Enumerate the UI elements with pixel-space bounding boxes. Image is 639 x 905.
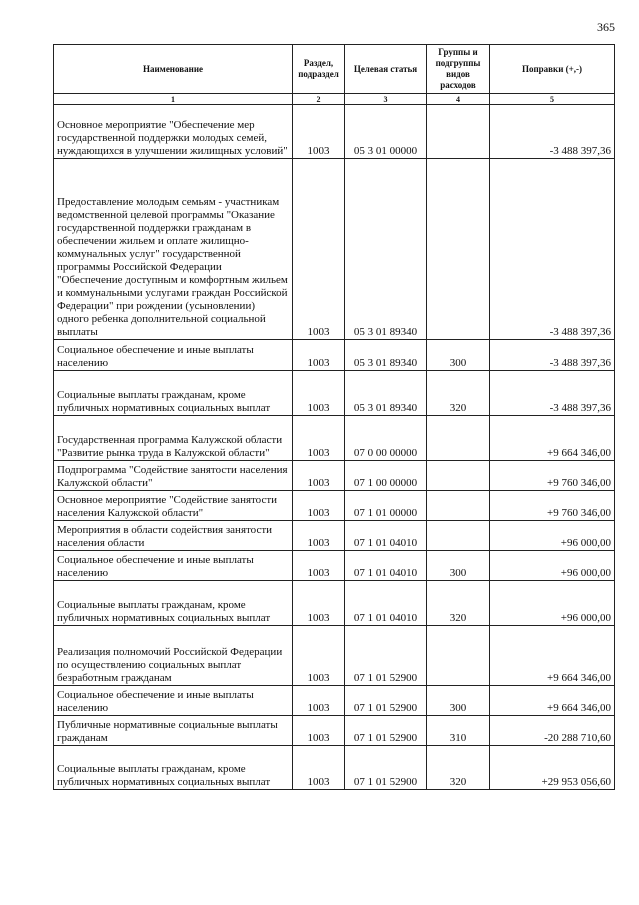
- column-number: 2: [293, 94, 345, 105]
- row-section: 1003: [293, 340, 345, 371]
- table-row: [54, 551, 615, 581]
- table-row: [54, 716, 615, 746]
- row-amount: +9 664 346,00: [490, 686, 615, 716]
- row-amount: -3 488 397,36: [490, 371, 615, 416]
- row-amount: +9 664 346,00: [490, 626, 615, 686]
- row-section: 1003: [293, 416, 345, 461]
- row-name: Предоставление молодым семьям - участникам ведомственной целевой программы "Оказание государственной поддержки гражданам в обеспечении жильем и оплате жилищно-коммунальных услуг" государственной программы Российской Федерации "Обеспечение доступным и комфортным жильем и коммунальными услугами граждан Российской Федерации" при рождении (усыновлении) одного ребенка дополнительной социальной выплаты: [54, 159, 293, 340]
- row-target: 07 0 00 00000: [345, 416, 427, 461]
- row-name: Социальное обеспечение и иные выплаты населению: [54, 551, 293, 581]
- row-group: 300: [427, 340, 490, 371]
- row-group: [427, 626, 490, 686]
- row-group: [427, 159, 490, 340]
- header-name: Наименование: [54, 45, 293, 94]
- row-target: 07 1 01 52900: [345, 686, 427, 716]
- row-name: Мероприятия в области содействия занятости населения области: [54, 521, 293, 551]
- table-row: [54, 581, 615, 626]
- row-section: 1003: [293, 551, 345, 581]
- row-amount: +96 000,00: [490, 581, 615, 626]
- row-name: Социальное обеспечение и иные выплаты населению: [54, 686, 293, 716]
- table-row: [54, 746, 615, 790]
- table-row: [54, 371, 615, 416]
- row-group: 320: [427, 581, 490, 626]
- column-numbers-row: [54, 94, 615, 105]
- row-section: 1003: [293, 491, 345, 521]
- header-section: Раздел, подраздел: [293, 45, 345, 94]
- header-row: [54, 45, 615, 94]
- row-target: 07 1 00 00000: [345, 461, 427, 491]
- column-number: 3: [345, 94, 427, 105]
- row-section: 1003: [293, 105, 345, 159]
- row-name: Публичные нормативные социальные выплаты гражданам: [54, 716, 293, 746]
- row-section: 1003: [293, 521, 345, 551]
- column-number: 1: [54, 94, 293, 105]
- row-group: [427, 105, 490, 159]
- row-group: 310: [427, 716, 490, 746]
- row-section: 1003: [293, 716, 345, 746]
- row-group: [427, 416, 490, 461]
- table-row: [54, 416, 615, 461]
- row-target: 05 3 01 89340: [345, 340, 427, 371]
- row-target: 07 1 01 52900: [345, 626, 427, 686]
- table-row: [54, 491, 615, 521]
- row-name: Основное мероприятие "Обеспечение мер государственной поддержки молодых семей, нуждающихся в улучшении жилищных условий": [54, 105, 293, 159]
- row-name: Социальные выплаты гражданам, кроме публичных нормативных социальных выплат: [54, 746, 293, 790]
- row-amount: +96 000,00: [490, 551, 615, 581]
- row-name: Подпрограмма "Содействие занятости населения Калужской области": [54, 461, 293, 491]
- row-amount: +9 664 346,00: [490, 416, 615, 461]
- page-number: 365: [597, 20, 615, 34]
- table-row: [54, 340, 615, 371]
- table-row: [54, 521, 615, 551]
- row-group: 320: [427, 746, 490, 790]
- row-group: 300: [427, 686, 490, 716]
- row-amount: -3 488 397,36: [490, 340, 615, 371]
- row-target: 05 3 01 89340: [345, 159, 427, 340]
- row-amount: -3 488 397,36: [490, 105, 615, 159]
- row-group: [427, 461, 490, 491]
- row-amount: +9 760 346,00: [490, 491, 615, 521]
- row-target: 07 1 01 52900: [345, 716, 427, 746]
- row-section: 1003: [293, 159, 345, 340]
- row-name: Основное мероприятие "Содействие занятости населения Калужской области": [54, 491, 293, 521]
- budget-table: [53, 44, 615, 790]
- row-target: 05 3 01 00000: [345, 105, 427, 159]
- table-row: [54, 626, 615, 686]
- header-groups: Группы и подгруппы видов расходов: [427, 45, 490, 94]
- row-section: 1003: [293, 686, 345, 716]
- row-amount: +29 953 056,60: [490, 746, 615, 790]
- header-target: Целевая статья: [345, 45, 427, 94]
- row-target: 07 1 01 04010: [345, 521, 427, 551]
- row-amount: -3 488 397,36: [490, 159, 615, 340]
- table-row: [54, 105, 615, 159]
- column-number: 4: [427, 94, 490, 105]
- row-amount: -20 288 710,60: [490, 716, 615, 746]
- column-number: 5: [490, 94, 615, 105]
- row-name: Социальные выплаты гражданам, кроме публичных нормативных социальных выплат: [54, 371, 293, 416]
- row-section: 1003: [293, 371, 345, 416]
- header-amendments: Поправки (+,-): [490, 45, 615, 94]
- row-target: 07 1 01 04010: [345, 551, 427, 581]
- row-name: Социальное обеспечение и иные выплаты населению: [54, 340, 293, 371]
- table-row: [54, 686, 615, 716]
- row-name: Государственная программа Калужской области "Развитие рынка труда в Калужской области": [54, 416, 293, 461]
- row-amount: +9 760 346,00: [490, 461, 615, 491]
- row-target: 07 1 01 04010: [345, 581, 427, 626]
- row-target: 07 1 01 52900: [345, 746, 427, 790]
- row-group: [427, 491, 490, 521]
- table-row: [54, 159, 615, 340]
- row-target: 05 3 01 89340: [345, 371, 427, 416]
- row-section: 1003: [293, 581, 345, 626]
- row-section: 1003: [293, 461, 345, 491]
- row-target: 07 1 01 00000: [345, 491, 427, 521]
- row-amount: +96 000,00: [490, 521, 615, 551]
- table-row: [54, 461, 615, 491]
- row-name: Социальные выплаты гражданам, кроме публичных нормативных социальных выплат: [54, 581, 293, 626]
- row-group: [427, 521, 490, 551]
- row-group: 300: [427, 551, 490, 581]
- row-name: Реализация полномочий Российской Федерации по осуществлению социальных выплат безработным гражданам: [54, 626, 293, 686]
- row-group: 320: [427, 371, 490, 416]
- row-section: 1003: [293, 626, 345, 686]
- row-section: 1003: [293, 746, 345, 790]
